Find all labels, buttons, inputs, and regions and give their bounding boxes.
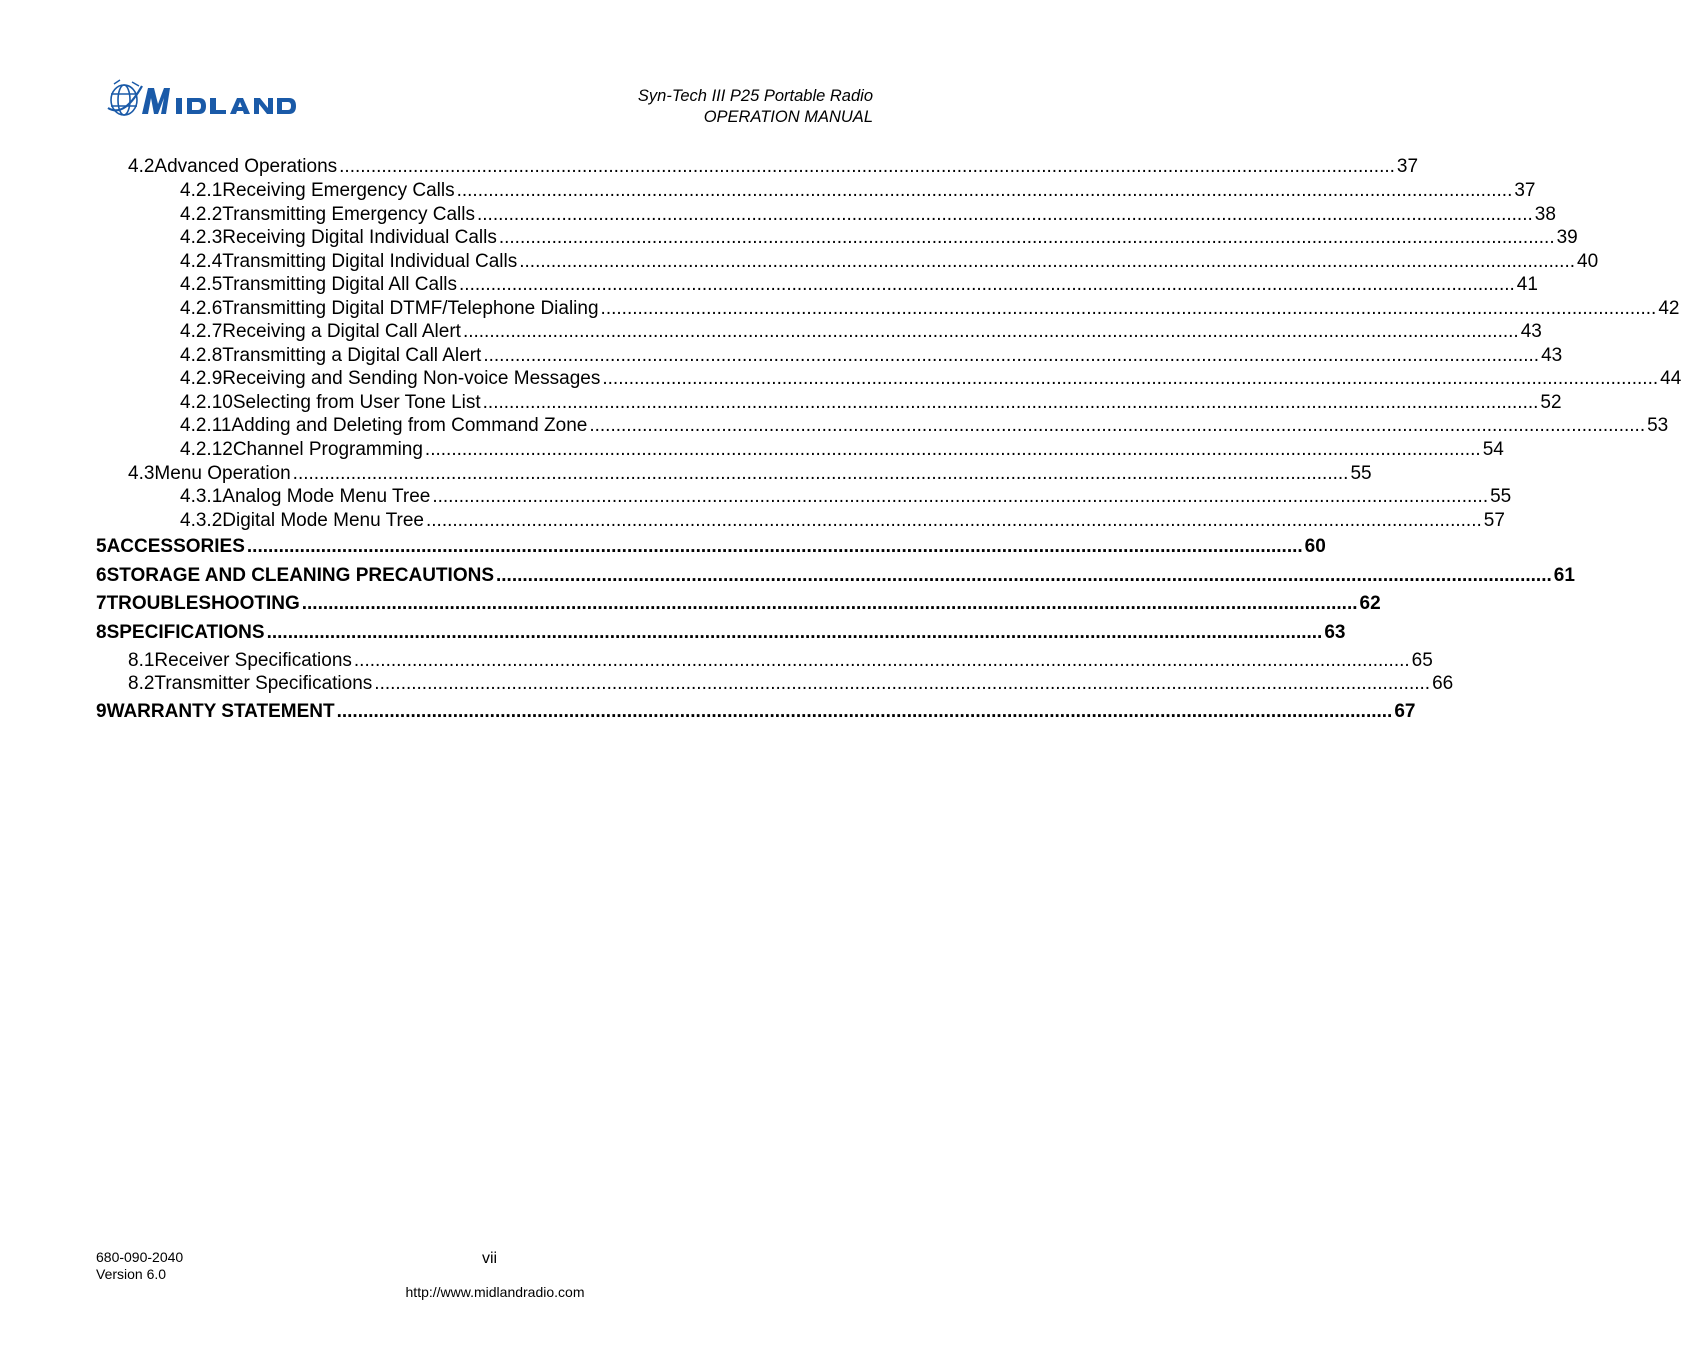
toc-entry[interactable]: [180, 438, 1504, 462]
toc-entry-number: 4.3.2: [180, 510, 223, 531]
toc-leader-dots: ........................................................................................................................................................................................................: [353, 650, 1410, 671]
toc-leader-dots: ........................................................................................................................................................................................................: [498, 227, 1555, 248]
document-header: [638, 86, 873, 128]
toc-leader-dots: ........................................................................................................................................................................................................: [339, 156, 1395, 177]
toc-entry-title: Receiving and Sending Non-voice Messages: [222, 368, 601, 389]
toc-entry-number: 4.2.12: [180, 439, 233, 460]
toc-entry[interactable]: [180, 250, 1599, 274]
toc-entry-title: Transmitting Emergency Calls: [222, 204, 475, 225]
toc-entry[interactable]: [96, 700, 1416, 724]
toc-entry-number: 8.2: [128, 673, 155, 694]
toc-entry-page: 37: [1514, 180, 1536, 201]
toc-entry[interactable]: [180, 179, 1536, 203]
toc-entry[interactable]: [180, 391, 1562, 415]
footer-document-info: [96, 1249, 183, 1283]
toc-entry[interactable]: [180, 226, 1578, 250]
toc-entry[interactable]: [180, 203, 1556, 227]
toc-entry-page: 60: [1304, 536, 1326, 557]
toc-leader-dots: ........................................................................................................................................................................................................: [482, 392, 1539, 413]
toc-entry-title: Transmitter Specifications: [154, 673, 373, 694]
toc-leader-dots: ........................................................................................................................................................................................................: [456, 180, 1513, 201]
toc-entry-page: 37: [1396, 156, 1419, 177]
toc-entry-number: 7: [96, 593, 107, 614]
toc-entry-title: Receiving a Digital Call Alert: [222, 321, 461, 342]
toc-entry[interactable]: [180, 485, 1512, 509]
toc-leader-dots: ........................................................................................................................................................................................................: [483, 345, 1540, 366]
toc-entry-page: 42: [1658, 298, 1680, 319]
toc-entry-title: Channel Programming: [232, 439, 423, 460]
toc-leader-dots: ........................................................................................................................................................................................................: [266, 622, 1323, 643]
toc-entry-title: Transmitting Digital All Calls: [222, 274, 458, 295]
toc-entry-title: Transmitting Digital Individual Calls: [222, 251, 518, 272]
toc-entry-number: 4.2.2: [180, 204, 223, 225]
toc-entry-number: 4.2.8: [180, 345, 223, 366]
toc-entry[interactable]: [180, 414, 1669, 438]
toc-entry-page: 63: [1324, 622, 1346, 643]
toc-leader-dots: ........................................................................................................................................................................................................: [459, 274, 1515, 295]
toc-entry-title: Transmitting a Digital Call Alert: [222, 345, 482, 366]
toc-entry-page: 65: [1411, 650, 1433, 671]
toc-entry[interactable]: [96, 564, 1575, 588]
toc-entry-title: ACCESSORIES: [106, 536, 245, 557]
toc-entry-number: 4.2.5: [180, 274, 223, 295]
toc-entry-title: Analog Mode Menu Tree: [222, 486, 431, 507]
toc-entry[interactable]: [128, 672, 1454, 696]
toc-entry-title: Digital Mode Menu Tree: [222, 510, 424, 531]
toc-leader-dots: ........................................................................................................................................................................................................: [462, 321, 1519, 342]
toc-entry-number: 4.2.3: [180, 227, 223, 248]
toc-entry-title: Selecting from User Tone List: [232, 392, 481, 413]
website-url[interactable]: http://www.midlandradio.com: [405, 1284, 585, 1300]
toc-entry-title: Transmitting Digital DTMF/Telephone Dialing: [222, 298, 599, 319]
toc-leader-dots: ........................................................................................................................................................................................................: [589, 415, 1646, 436]
toc-entry[interactable]: [180, 273, 1538, 297]
toc-entry-title: WARRANTY STATEMENT: [106, 701, 335, 722]
toc-entry-title: Menu Operation: [154, 463, 291, 484]
toc-entry-page: 67: [1394, 701, 1416, 722]
toc-entry-page: 40: [1577, 251, 1599, 272]
toc-entry-page: 43: [1541, 345, 1563, 366]
toc-leader-dots: ........................................................................................................................................................................................................: [425, 510, 1482, 531]
toc-entry-number: 5: [96, 536, 107, 557]
toc-entry-number: 8.1: [128, 650, 155, 671]
toc-entry-title: Adding and Deleting from Command Zone: [231, 415, 588, 436]
toc-entry-page: 54: [1482, 439, 1504, 460]
toc-entry-page: 52: [1540, 392, 1562, 413]
toc-entry[interactable]: [96, 592, 1381, 616]
toc-entry-page: 55: [1490, 486, 1512, 507]
page-number: vii: [482, 1250, 498, 1267]
toc-entry-number: 4.2: [128, 156, 155, 177]
toc-entry[interactable]: [96, 535, 1326, 559]
toc-entry-number: 4.3.1: [180, 486, 223, 507]
toc-entry[interactable]: [180, 320, 1542, 344]
toc-entry-page: 66: [1432, 673, 1454, 694]
toc-entry-title: Receiver Specifications: [154, 650, 352, 671]
toc-entry-title: SPECIFICATIONS: [106, 622, 265, 643]
toc-entry-page: 38: [1534, 204, 1556, 225]
toc-entry-number: 4.2.7: [180, 321, 223, 342]
toc-entry-page: 55: [1350, 463, 1372, 484]
toc-entry[interactable]: [180, 344, 1563, 368]
toc-leader-dots: ........................................................................................................................................................................................................: [496, 565, 1552, 586]
toc-leader-dots: ........................................................................................................................................................................................................: [374, 673, 1431, 694]
toc-entry-page: 39: [1556, 227, 1578, 248]
toc-entry-page: 62: [1359, 593, 1381, 614]
toc-entry[interactable]: [180, 367, 1681, 391]
toc-entry-number: 4.3: [128, 463, 155, 484]
manual-title: OPERATION MANUAL: [703, 108, 873, 126]
toc-leader-dots: ........................................................................................................................................................................................................: [602, 368, 1659, 389]
toc-entry-page: 53: [1647, 415, 1669, 436]
toc-entry-number: 4.2.11: [180, 415, 232, 436]
toc-entry-page: 57: [1483, 510, 1505, 531]
midland-logo: [106, 78, 306, 122]
toc-entry-title: Receiving Digital Individual Calls: [222, 227, 497, 248]
toc-entry-title: Receiving Emergency Calls: [222, 180, 455, 201]
toc-entry-title: STORAGE AND CLEANING PRECAUTIONS: [106, 565, 494, 586]
toc-entry-number: 9: [96, 701, 107, 722]
toc-leader-dots: ........................................................................................................................................................................................................: [424, 439, 1481, 460]
toc-entry-page: 43: [1520, 321, 1542, 342]
toc-entry-title: Advanced Operations: [154, 156, 338, 177]
toc-leader-dots: ........................................................................................................................................................................................................: [519, 251, 1575, 272]
toc-entry-title: TROUBLESHOOTING: [106, 593, 300, 614]
toc-leader-dots: ........................................................................................................................................................................................................: [336, 701, 1393, 722]
globe-icon: [108, 80, 142, 115]
toc-leader-dots: ........................................................................................................................................................................................................: [301, 593, 1358, 614]
toc-entry-number: 8: [96, 622, 107, 643]
toc-entry-number: 4.2.9: [180, 368, 223, 389]
toc-entry-page: 44: [1660, 368, 1681, 389]
toc-entry[interactable]: [128, 155, 1419, 179]
toc-entry-number: 4.2.1: [180, 180, 223, 201]
product-title: Syn-Tech III P25 Portable Radio: [637, 87, 873, 105]
toc-entry[interactable]: [180, 297, 1680, 321]
document-number: 680-090-2040: [96, 1249, 184, 1265]
toc-entry-number: 6: [96, 565, 107, 586]
logo-wordmark: [142, 88, 296, 114]
toc-entry[interactable]: [128, 649, 1433, 673]
toc-entry-page: 61: [1553, 565, 1575, 586]
toc-entry-number: 4.2.4: [180, 251, 223, 272]
toc-entry-page: 41: [1516, 274, 1538, 295]
toc-entry[interactable]: [180, 509, 1505, 533]
toc-leader-dots: ........................................................................................................................................................................................................: [292, 463, 1349, 484]
toc-leader-dots: ........................................................................................................................................................................................................: [600, 298, 1657, 319]
toc-entry-number: 4.2.6: [180, 298, 223, 319]
document-version: Version 6.0: [96, 1266, 167, 1282]
toc-entry[interactable]: [96, 621, 1346, 645]
toc-leader-dots: ........................................................................................................................................................................................................: [246, 536, 1303, 557]
toc-leader-dots: ........................................................................................................................................................................................................: [432, 486, 1489, 507]
toc-leader-dots: ........................................................................................................................................................................................................: [476, 204, 1533, 225]
toc-entry[interactable]: [128, 462, 1372, 486]
toc-entry-number: 4.2.10: [180, 392, 233, 413]
